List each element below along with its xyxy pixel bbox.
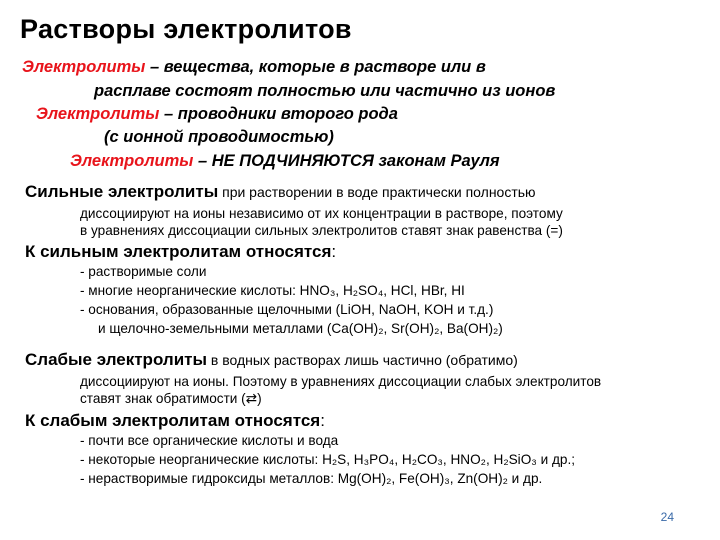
weak-belong-colon: : (320, 411, 325, 430)
weak-text-line-3: ставят знак обратимости (⇄) (80, 391, 262, 406)
strong-belong-label: К сильным электролитам относятся (25, 242, 332, 261)
strong-list-item-1: - растворимые соли (80, 264, 207, 279)
strong-list-item-2: - многие неорганические кислоты: HNO₃, H₂SO₄, HCl, HBr, HI (80, 283, 465, 298)
strong-list-item-4: и щелочно-земельными металлами (Ca(OH)₂, Sr(OH)₂, Ba(OH)₂) (98, 321, 503, 336)
definition-2-text: – проводники второго рода (159, 105, 398, 123)
weak-heading-text: в водных растворах лишь частично (обратимо) (207, 352, 518, 368)
strong-belong-colon: : (331, 242, 337, 261)
definition-1-cont: расплаве состоят полностью или частично из ионов (94, 82, 556, 100)
strong-list-item-3: - основания, образованные щелочными (LiOH, NaOH, KOH и т.д.) (80, 302, 494, 317)
weak-list-item-2: - некоторые неорганические кислоты: H₂S, H₃PO₄, H₂CO₃, HNO₂, H₂SiO₃ и др.; (80, 452, 575, 467)
definition-3 (70, 152, 500, 171)
strong-heading-term: Сильные электролиты (25, 182, 219, 201)
definition-1 (22, 58, 486, 77)
definition-1-term: Электролиты (22, 58, 146, 76)
weak-heading-term: Слабые электролиты (25, 350, 207, 369)
weak-heading (25, 350, 518, 370)
definition-3-text: – НЕ ПОДЧИНЯЮТСЯ законам Рауля (193, 152, 500, 170)
strong-belong-heading (25, 242, 336, 262)
weak-belong-label: К слабым электролитам относятся (25, 411, 321, 430)
weak-list-item-3: - нерастворимые гидроксиды металлов: Mg(OH)₂, Fe(OH)₃, Zn(OH)₂ и др. (80, 471, 543, 486)
weak-belong-heading (25, 411, 325, 431)
strong-text-line-2: диссоциируют на ионы независимо от их концентрации в растворе, поэтому (80, 206, 563, 221)
definition-2 (36, 105, 398, 124)
slide-title: Растворы электролитов (20, 14, 352, 44)
definition-3-term: Электролиты (70, 152, 194, 170)
strong-heading (25, 182, 536, 202)
strong-heading-text: при растворении в воде практически полностью (218, 184, 536, 200)
definition-2-cont: (с ионной проводимостью) (104, 128, 334, 146)
definition-2-term: Электролиты (36, 105, 160, 123)
strong-text-line-3: в уравнениях диссоциации сильных электролитов ставят знак равенства (=) (80, 223, 563, 238)
weak-list-item-1: - почти все органические кислоты и вода (80, 433, 339, 448)
weak-text-line-2: диссоциируют на ионы. Поэтому в уравнениях диссоциации слабых электролитов (80, 374, 602, 389)
page-number: 24 (660, 510, 674, 524)
definition-1-text: – вещества, которые в растворе или в (145, 58, 486, 76)
